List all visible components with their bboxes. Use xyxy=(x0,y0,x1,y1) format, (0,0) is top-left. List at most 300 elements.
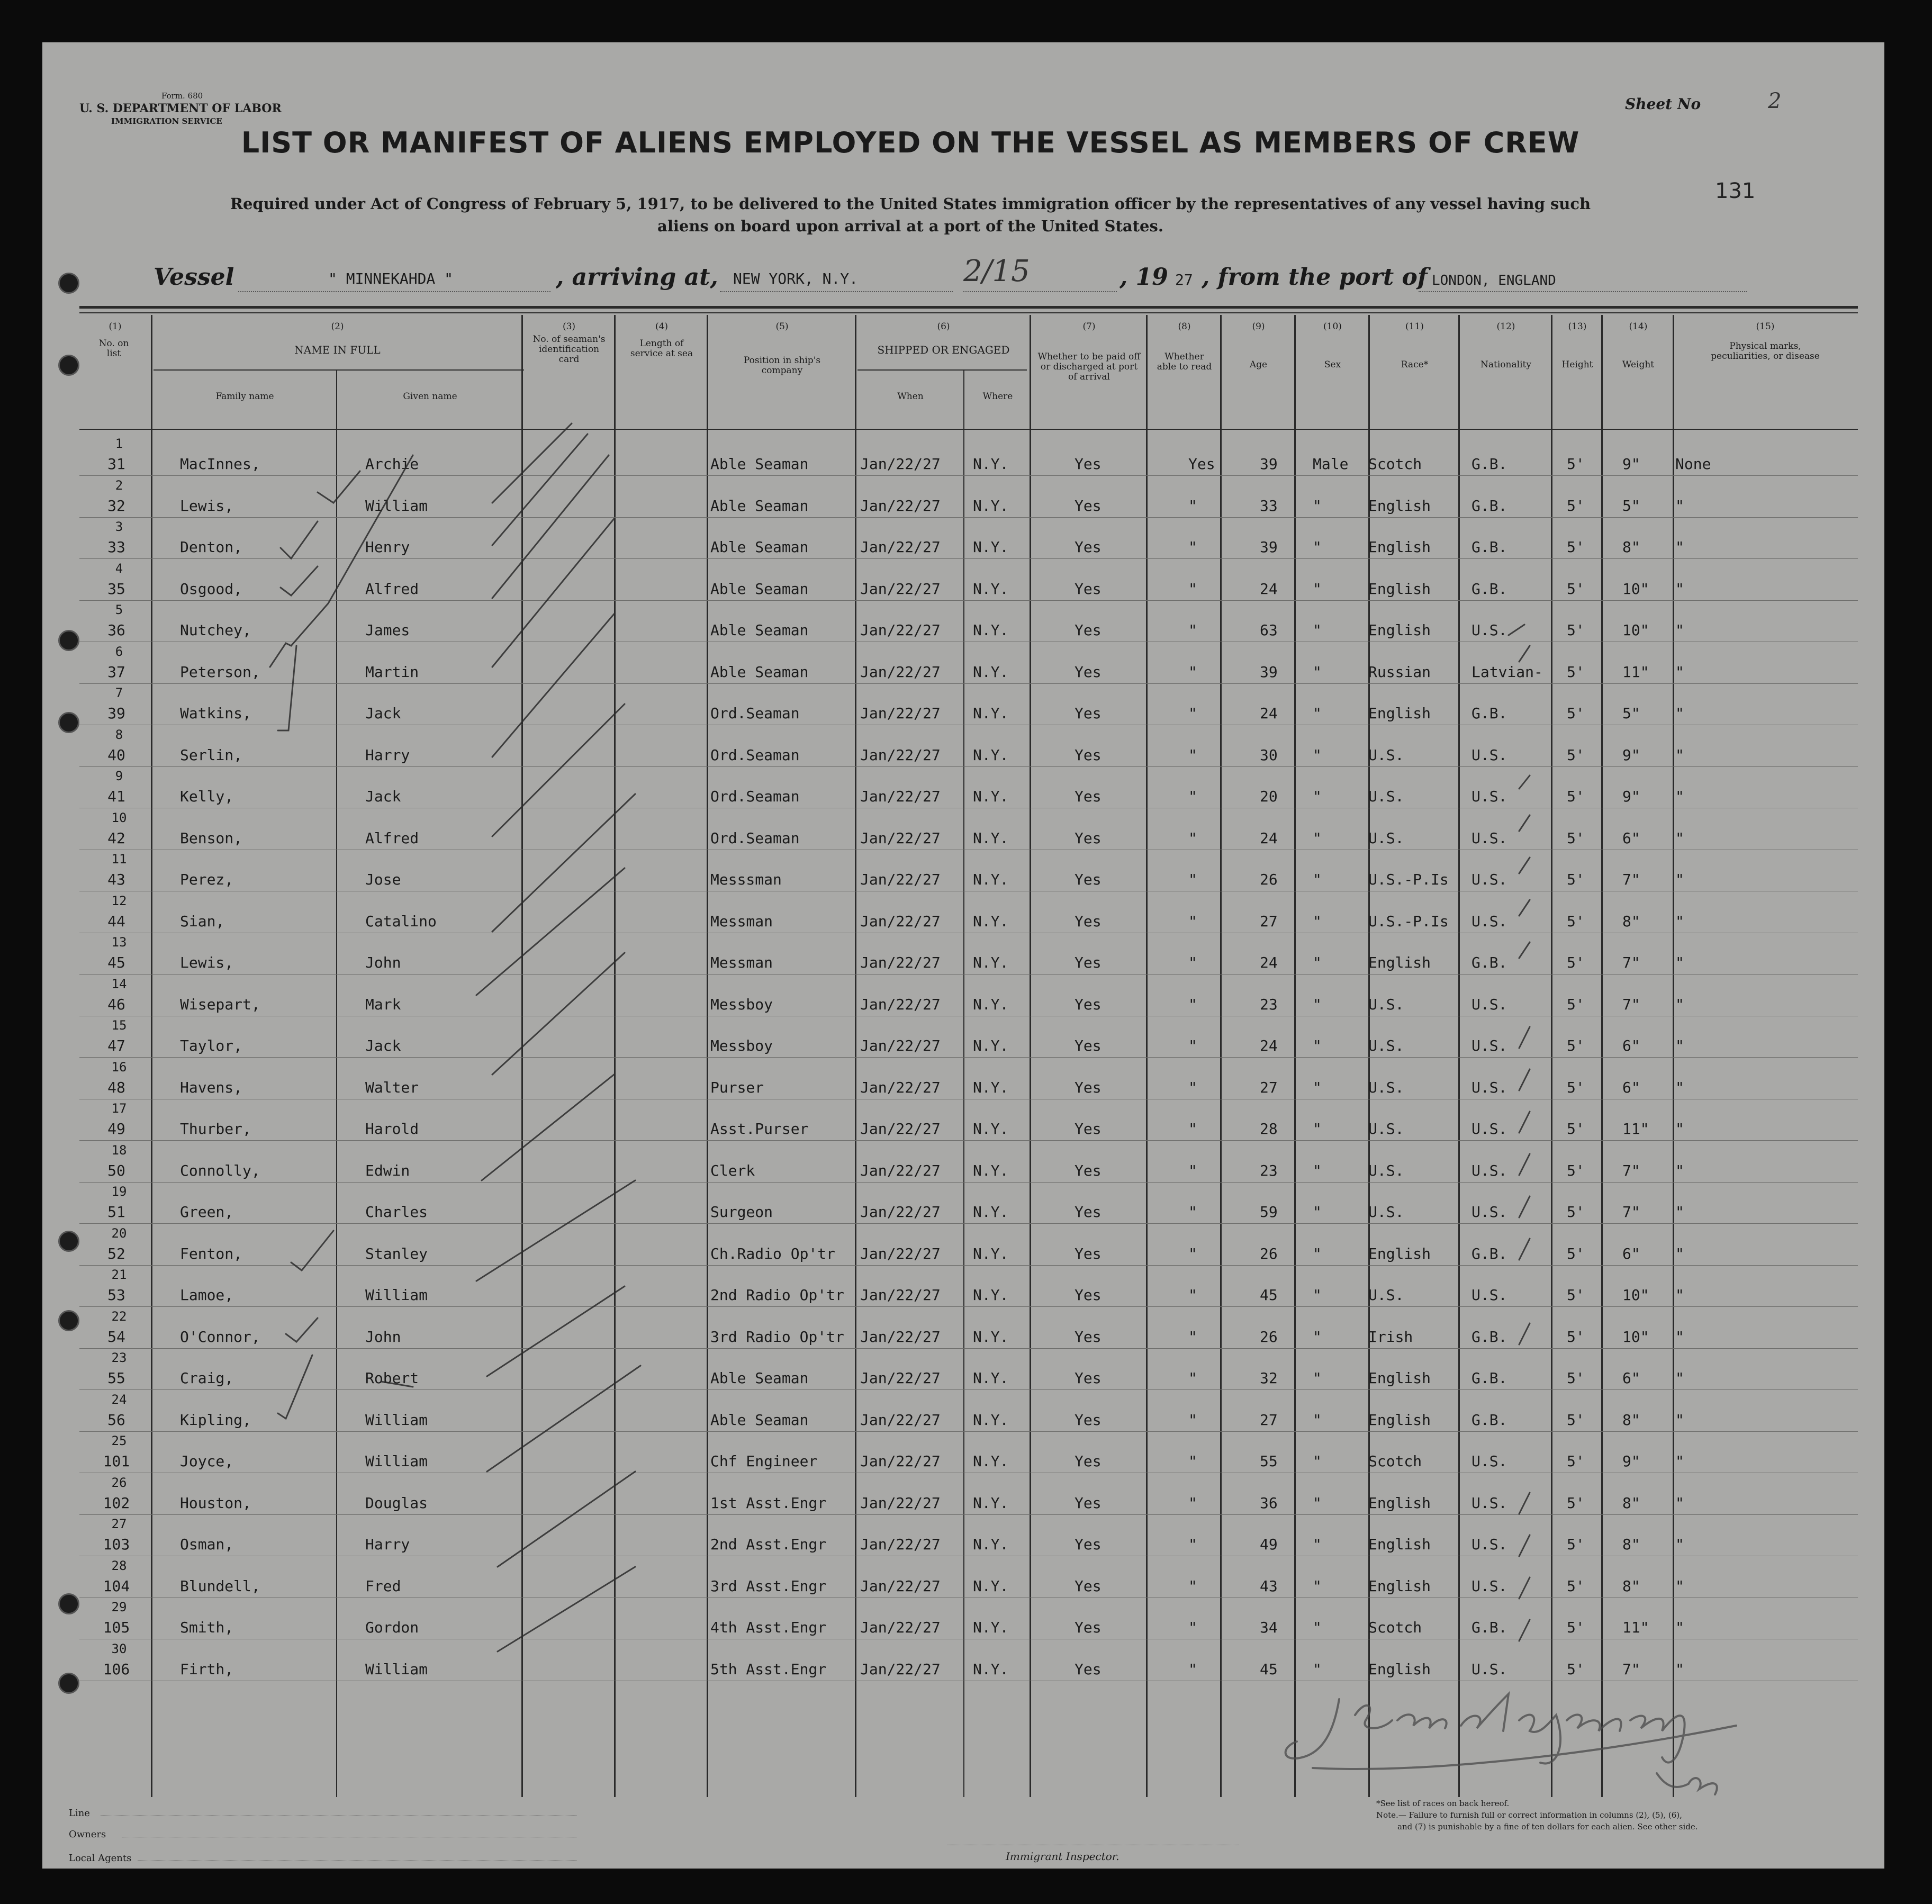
family-name: Benson, xyxy=(180,829,243,847)
check-mark-icon xyxy=(476,1180,635,1281)
handwritten-marks xyxy=(42,42,1884,1869)
shipped-where: N.Y. xyxy=(973,871,1009,888)
race: English xyxy=(1368,1244,1431,1262)
height: 5' xyxy=(1567,1328,1585,1346)
paid-off: Yes xyxy=(1075,829,1102,847)
list-number: 56 xyxy=(107,1411,125,1429)
nationality: G.B. xyxy=(1471,1244,1507,1262)
shipped-when: Jan/22/27 xyxy=(860,1660,941,1678)
shipped-when: Jan/22/27 xyxy=(860,1536,941,1553)
physical-marks: " xyxy=(1675,1244,1684,1262)
tick-icon xyxy=(1519,1577,1530,1599)
age: 59 xyxy=(1260,1203,1278,1221)
nationality: U.S. xyxy=(1471,788,1507,805)
able-to-read: " xyxy=(1188,1536,1197,1553)
sex: " xyxy=(1313,663,1322,681)
nationality: U.S. xyxy=(1471,1536,1507,1553)
sheet-label: Sheet No xyxy=(1625,95,1701,113)
given-name: Jack xyxy=(365,705,401,722)
age: 24 xyxy=(1260,580,1278,598)
race: English xyxy=(1368,621,1431,639)
physical-marks: " xyxy=(1675,663,1684,681)
height: 5' xyxy=(1567,1244,1585,1262)
col12-label: Nationality xyxy=(1480,359,1531,370)
position: Messman xyxy=(710,954,773,971)
given-name: Harry xyxy=(365,746,410,764)
col2-num: (2) xyxy=(331,321,344,332)
family-name: Craig, xyxy=(180,1369,234,1387)
list-number: 43 xyxy=(107,871,125,888)
sex: " xyxy=(1313,538,1322,556)
weight: 11" xyxy=(1622,1619,1649,1636)
age: 39 xyxy=(1260,455,1278,473)
position: 3rd Asst.Engr xyxy=(710,1577,827,1595)
paid-off: Yes xyxy=(1075,1536,1102,1553)
family-name: Fenton, xyxy=(180,1244,243,1262)
vessel-label: Vessel xyxy=(154,264,234,291)
check-mark-icon xyxy=(492,614,614,757)
age: 27 xyxy=(1260,912,1278,930)
year-value: 27 xyxy=(1175,271,1193,288)
family-name: Lewis, xyxy=(180,497,234,515)
shipped-when: Jan/22/27 xyxy=(860,1494,941,1512)
family-name: Kelly, xyxy=(180,788,234,805)
penalty-note-2: and (7) is punishable by a fine of ten dollars for each alien. See other side. xyxy=(1397,1822,1698,1831)
position: Able Seaman xyxy=(710,1411,809,1429)
check-mark-icon xyxy=(498,1567,635,1652)
given-name: Martin xyxy=(365,663,419,681)
age: 20 xyxy=(1260,788,1278,805)
arriving-label: , arriving at, xyxy=(556,264,718,291)
shipped-when: Jan/22/27 xyxy=(860,538,941,556)
tick-icon xyxy=(1519,1154,1530,1175)
family-name: Green, xyxy=(180,1203,234,1221)
able-to-read: " xyxy=(1188,1494,1197,1512)
sex: " xyxy=(1313,1203,1322,1221)
col7-label: Whether to be paid off or discharged at port of arrival xyxy=(1037,351,1141,382)
shipped-when: Jan/22/27 xyxy=(860,621,941,639)
race: English xyxy=(1368,497,1431,515)
list-number: 102 xyxy=(103,1494,130,1512)
col15-num: (15) xyxy=(1756,321,1775,332)
list-number: 54 xyxy=(107,1328,125,1346)
page-title: LIST OR MANIFEST OF ALIENS EMPLOYED ON THE VESSEL AS MEMBERS OF CREW xyxy=(241,126,1580,159)
weight: 6" xyxy=(1622,1369,1640,1387)
race: U.S.-P.Is xyxy=(1368,871,1449,888)
list-number: 44 xyxy=(107,912,125,930)
sex: " xyxy=(1313,1161,1322,1179)
family-name: Blundell, xyxy=(180,1577,260,1595)
physical-marks: " xyxy=(1675,1536,1684,1553)
paid-off: Yes xyxy=(1075,1244,1102,1262)
list-number: 45 xyxy=(107,954,125,971)
shipped-where: N.Y. xyxy=(973,705,1009,722)
weight: 10" xyxy=(1622,1286,1649,1304)
row-sequence: 15 xyxy=(111,1018,127,1033)
shipped-where: N.Y. xyxy=(973,995,1009,1013)
race: U.S. xyxy=(1368,1120,1404,1138)
height: 5' xyxy=(1567,621,1585,639)
check-mark-icon xyxy=(492,704,625,836)
given-name: Walter xyxy=(365,1078,419,1096)
nationality: G.B. xyxy=(1471,580,1507,598)
able-to-read: " xyxy=(1188,1577,1197,1595)
col14-label: Weight xyxy=(1622,359,1655,370)
weight: 6" xyxy=(1622,829,1640,847)
col10-num: (10) xyxy=(1323,321,1342,332)
weight: 6" xyxy=(1622,1037,1640,1054)
from-label: , from the port of xyxy=(1202,264,1428,291)
check-mark-icon xyxy=(278,1355,312,1419)
given-name: Douglas xyxy=(365,1494,428,1512)
check-mark-icon xyxy=(281,566,318,595)
given-name: Alfred xyxy=(365,580,419,598)
height: 5' xyxy=(1567,746,1585,764)
row-sequence: 30 xyxy=(111,1641,127,1656)
family-name: Kipling, xyxy=(180,1411,251,1429)
paid-off: Yes xyxy=(1075,1286,1102,1304)
position: Messman xyxy=(710,912,773,930)
paid-off: Yes xyxy=(1075,995,1102,1013)
col11-label: Race* xyxy=(1401,359,1429,370)
race: U.S. xyxy=(1368,1078,1404,1096)
sex: " xyxy=(1313,1286,1322,1304)
check-mark-icon xyxy=(487,1286,625,1376)
race: English xyxy=(1368,954,1431,971)
height: 5' xyxy=(1567,663,1585,681)
shipped-when: Jan/22/27 xyxy=(860,871,941,888)
sex: Male xyxy=(1313,455,1349,473)
given-name: William xyxy=(365,1660,428,1678)
nationality: G.B. xyxy=(1471,954,1507,971)
shipped-when: Jan/22/27 xyxy=(860,1120,941,1138)
race: Scotch xyxy=(1368,455,1422,473)
shipped-where: N.Y. xyxy=(973,497,1009,515)
age: 39 xyxy=(1260,663,1278,681)
tick-icon xyxy=(1519,646,1530,662)
given-name: Mark xyxy=(365,995,401,1013)
race: U.S. xyxy=(1368,1203,1404,1221)
age: 26 xyxy=(1260,1328,1278,1346)
physical-marks: " xyxy=(1675,1369,1684,1387)
weight: 7" xyxy=(1622,995,1640,1013)
row-sequence: 18 xyxy=(111,1142,127,1158)
shipped-when: Jan/22/27 xyxy=(860,954,941,971)
given-name: Edwin xyxy=(365,1161,410,1179)
col8-label: Whether able to read xyxy=(1157,351,1212,372)
shipped-when: Jan/22/27 xyxy=(860,1286,941,1304)
height: 5' xyxy=(1567,912,1585,930)
race: Russian xyxy=(1368,663,1431,681)
physical-marks: " xyxy=(1675,995,1684,1013)
shipped-where: N.Y. xyxy=(973,1619,1009,1636)
list-number: 42 xyxy=(107,829,125,847)
col2-given: Given name xyxy=(403,391,457,402)
row-sequence: 26 xyxy=(111,1475,127,1490)
row-sequence: 5 xyxy=(115,602,123,617)
physical-marks: " xyxy=(1675,1037,1684,1054)
physical-marks: None xyxy=(1675,455,1711,473)
department-name: U. S. DEPARTMENT OF LABOR xyxy=(79,102,282,115)
physical-marks: " xyxy=(1675,580,1684,598)
col4-label: Length of service at sea xyxy=(630,338,693,359)
weight: 8" xyxy=(1622,1536,1640,1553)
age: 49 xyxy=(1260,1536,1278,1553)
able-to-read: Yes xyxy=(1188,455,1215,473)
nationality: U.S. xyxy=(1471,1120,1507,1138)
row-sequence: 24 xyxy=(111,1392,127,1407)
weight: 9" xyxy=(1622,788,1640,805)
given-name: Harry xyxy=(365,1536,410,1553)
list-number: 41 xyxy=(107,788,125,805)
position: Messboy xyxy=(710,995,773,1013)
shipped-where: N.Y. xyxy=(973,663,1009,681)
list-number: 55 xyxy=(107,1369,125,1387)
race: English xyxy=(1368,580,1431,598)
col9-num: (9) xyxy=(1252,321,1265,332)
check-mark-icon xyxy=(278,646,296,730)
height: 5' xyxy=(1567,1369,1585,1387)
shipped-when: Jan/22/27 xyxy=(860,1411,941,1429)
shipped-where: N.Y. xyxy=(973,1120,1009,1138)
shipped-when: Jan/22/27 xyxy=(860,497,941,515)
family-name: Peterson, xyxy=(180,663,260,681)
able-to-read: " xyxy=(1188,1411,1197,1429)
shipped-where: N.Y. xyxy=(973,1161,1009,1179)
position: Able Seaman xyxy=(710,455,809,473)
family-name: Thurber, xyxy=(180,1120,251,1138)
weight: 10" xyxy=(1622,621,1649,639)
col5-label: Position in ship's company xyxy=(743,355,821,376)
position: Surgeon xyxy=(710,1203,773,1221)
nationality: G.B. xyxy=(1471,1369,1507,1387)
able-to-read: " xyxy=(1188,912,1197,930)
shipped-when: Jan/22/27 xyxy=(860,1369,941,1387)
row-sequence: 2 xyxy=(115,477,123,493)
physical-marks: " xyxy=(1675,1328,1684,1346)
nationality: G.B. xyxy=(1471,1411,1507,1429)
paid-off: Yes xyxy=(1075,497,1102,515)
shipped-when: Jan/22/27 xyxy=(860,1577,941,1595)
col10-label: Sex xyxy=(1324,359,1341,370)
age: 39 xyxy=(1260,538,1278,556)
weight: 6" xyxy=(1622,1244,1640,1262)
physical-marks: " xyxy=(1675,1120,1684,1138)
able-to-read: " xyxy=(1188,829,1197,847)
immigrant-inspector-label: Immigrant Inspector. xyxy=(1006,1850,1120,1863)
paid-off: Yes xyxy=(1075,663,1102,681)
race: Scotch xyxy=(1368,1452,1422,1470)
height: 5' xyxy=(1567,1037,1585,1054)
tick-icon xyxy=(1519,1112,1530,1133)
able-to-read: " xyxy=(1188,497,1197,515)
list-number: 49 xyxy=(107,1120,125,1138)
race: English xyxy=(1368,1536,1431,1553)
physical-marks: " xyxy=(1675,788,1684,805)
able-to-read: " xyxy=(1188,1619,1197,1636)
age: 45 xyxy=(1260,1286,1278,1304)
position: Ord.Seaman xyxy=(710,829,800,847)
race: English xyxy=(1368,538,1431,556)
sex: " xyxy=(1313,497,1322,515)
height: 5' xyxy=(1567,1411,1585,1429)
list-number: 32 xyxy=(107,497,125,515)
height: 5' xyxy=(1567,788,1585,805)
position: Able Seaman xyxy=(710,621,809,639)
race: Irish xyxy=(1368,1328,1413,1346)
nationality: U.S. xyxy=(1471,1078,1507,1096)
able-to-read: " xyxy=(1188,1286,1197,1304)
list-number: 36 xyxy=(107,621,125,639)
age: 36 xyxy=(1260,1494,1278,1512)
weight: 7" xyxy=(1622,871,1640,888)
weight: 7" xyxy=(1622,1203,1640,1221)
family-name: Lewis, xyxy=(180,954,234,971)
paid-off: Yes xyxy=(1075,1328,1102,1346)
tick-icon xyxy=(1519,815,1530,831)
sex: " xyxy=(1313,912,1322,930)
row-sequence: 13 xyxy=(111,935,127,950)
tick-icon xyxy=(1519,900,1530,916)
age: 23 xyxy=(1260,995,1278,1013)
physical-marks: " xyxy=(1675,1619,1684,1636)
weight: 7" xyxy=(1622,1161,1640,1179)
able-to-read: " xyxy=(1188,1369,1197,1387)
position: Able Seaman xyxy=(710,538,809,556)
able-to-read: " xyxy=(1188,1037,1197,1054)
physical-marks: " xyxy=(1675,912,1684,930)
check-mark-icon xyxy=(286,1318,318,1342)
nationality: U.S. xyxy=(1471,1286,1507,1304)
able-to-read: " xyxy=(1188,1452,1197,1470)
position: 4th Asst.Engr xyxy=(710,1619,827,1636)
col13-num: (13) xyxy=(1568,321,1587,332)
list-number: 105 xyxy=(103,1619,130,1636)
age: 23 xyxy=(1260,1161,1278,1179)
sex: " xyxy=(1313,1411,1322,1429)
list-number: 35 xyxy=(107,580,125,598)
arrival-date: 2/15 xyxy=(963,254,1030,288)
position: Ch.Radio Op'tr xyxy=(710,1244,836,1262)
age: 63 xyxy=(1260,621,1278,639)
race: Scotch xyxy=(1368,1619,1422,1636)
nationality: U.S. xyxy=(1471,1203,1507,1221)
paid-off: Yes xyxy=(1075,1494,1102,1512)
weight: 9" xyxy=(1622,455,1640,473)
sex: " xyxy=(1313,788,1322,805)
sex: " xyxy=(1313,1120,1322,1138)
check-mark-icon xyxy=(498,1472,635,1567)
year-label: , 19 xyxy=(1120,264,1168,291)
position: Able Seaman xyxy=(710,663,809,681)
height: 5' xyxy=(1567,1452,1585,1470)
physical-marks: " xyxy=(1675,538,1684,556)
shipped-where: N.Y. xyxy=(973,829,1009,847)
height: 5' xyxy=(1567,705,1585,722)
height: 5' xyxy=(1567,1286,1585,1304)
family-name: Smith, xyxy=(180,1619,234,1636)
able-to-read: " xyxy=(1188,1328,1197,1346)
check-mark-icon xyxy=(492,519,614,667)
age: 27 xyxy=(1260,1411,1278,1429)
check-mark-icon xyxy=(291,1231,333,1270)
shipped-when: Jan/22/27 xyxy=(860,1161,941,1179)
col6-num: (6) xyxy=(937,321,950,332)
tick-icon xyxy=(1519,1535,1530,1556)
shipped-where: N.Y. xyxy=(973,455,1009,473)
shipped-where: N.Y. xyxy=(973,1244,1009,1262)
sex: " xyxy=(1313,871,1322,888)
position: 2nd Asst.Engr xyxy=(710,1536,827,1553)
age: 45 xyxy=(1260,1660,1278,1678)
row-sequence: 29 xyxy=(111,1600,127,1614)
paid-off: Yes xyxy=(1075,1120,1102,1138)
col4-num: (4) xyxy=(655,321,669,332)
shipped-when: Jan/22/27 xyxy=(860,1078,941,1096)
shipped-where: N.Y. xyxy=(973,1203,1009,1221)
vessel-name: " MINNEKAHDA " xyxy=(328,270,454,287)
family-name: Nutchey, xyxy=(180,621,251,639)
given-name: William xyxy=(365,497,428,515)
given-name: Harold xyxy=(365,1120,419,1138)
family-name: MacInnes, xyxy=(180,455,260,473)
col1-num: (1) xyxy=(109,321,122,332)
weight: 7" xyxy=(1622,1660,1640,1678)
shipped-when: Jan/22/27 xyxy=(860,788,941,805)
nationality: G.B. xyxy=(1471,705,1507,722)
physical-marks: " xyxy=(1675,1577,1684,1595)
family-name: Houston, xyxy=(180,1494,251,1512)
given-name: Jack xyxy=(365,788,401,805)
col2-family: Family name xyxy=(215,391,274,402)
height: 5' xyxy=(1567,1120,1585,1138)
family-name: Wisepart, xyxy=(180,995,260,1013)
paid-off: Yes xyxy=(1075,1037,1102,1054)
nationality: U.S. xyxy=(1471,1494,1507,1512)
position: Clerk xyxy=(710,1161,755,1179)
list-number: 50 xyxy=(107,1161,125,1179)
weight: 5" xyxy=(1622,705,1640,722)
shipped-when: Jan/22/27 xyxy=(860,1328,941,1346)
given-name: Henry xyxy=(365,538,410,556)
family-name: Taylor, xyxy=(180,1037,243,1054)
shipped-when: Jan/22/27 xyxy=(860,829,941,847)
height: 5' xyxy=(1567,1494,1585,1512)
physical-marks: " xyxy=(1675,829,1684,847)
height: 5' xyxy=(1567,954,1585,971)
row-sequence: 22 xyxy=(111,1309,127,1324)
shipped-when: Jan/22/27 xyxy=(860,455,941,473)
nationality: U.S. xyxy=(1471,621,1507,639)
list-number: 51 xyxy=(107,1203,125,1221)
list-number: 33 xyxy=(107,538,125,556)
age: 24 xyxy=(1260,1037,1278,1054)
row-sequence: 10 xyxy=(111,810,127,825)
tick-icon xyxy=(1519,942,1530,958)
sex: " xyxy=(1313,995,1322,1013)
shipped-where: N.Y. xyxy=(973,788,1009,805)
nationality: G.B. xyxy=(1471,538,1507,556)
list-number: 39 xyxy=(107,705,125,722)
races-note: *See list of races on back hereof. xyxy=(1376,1799,1510,1808)
weight: 11" xyxy=(1622,1120,1649,1138)
sex: " xyxy=(1313,580,1322,598)
nationality: U.S. xyxy=(1471,871,1507,888)
row-sequence: 27 xyxy=(111,1517,127,1531)
able-to-read: " xyxy=(1188,621,1197,639)
row-sequence: 7 xyxy=(115,685,123,700)
physical-marks: " xyxy=(1675,621,1684,639)
